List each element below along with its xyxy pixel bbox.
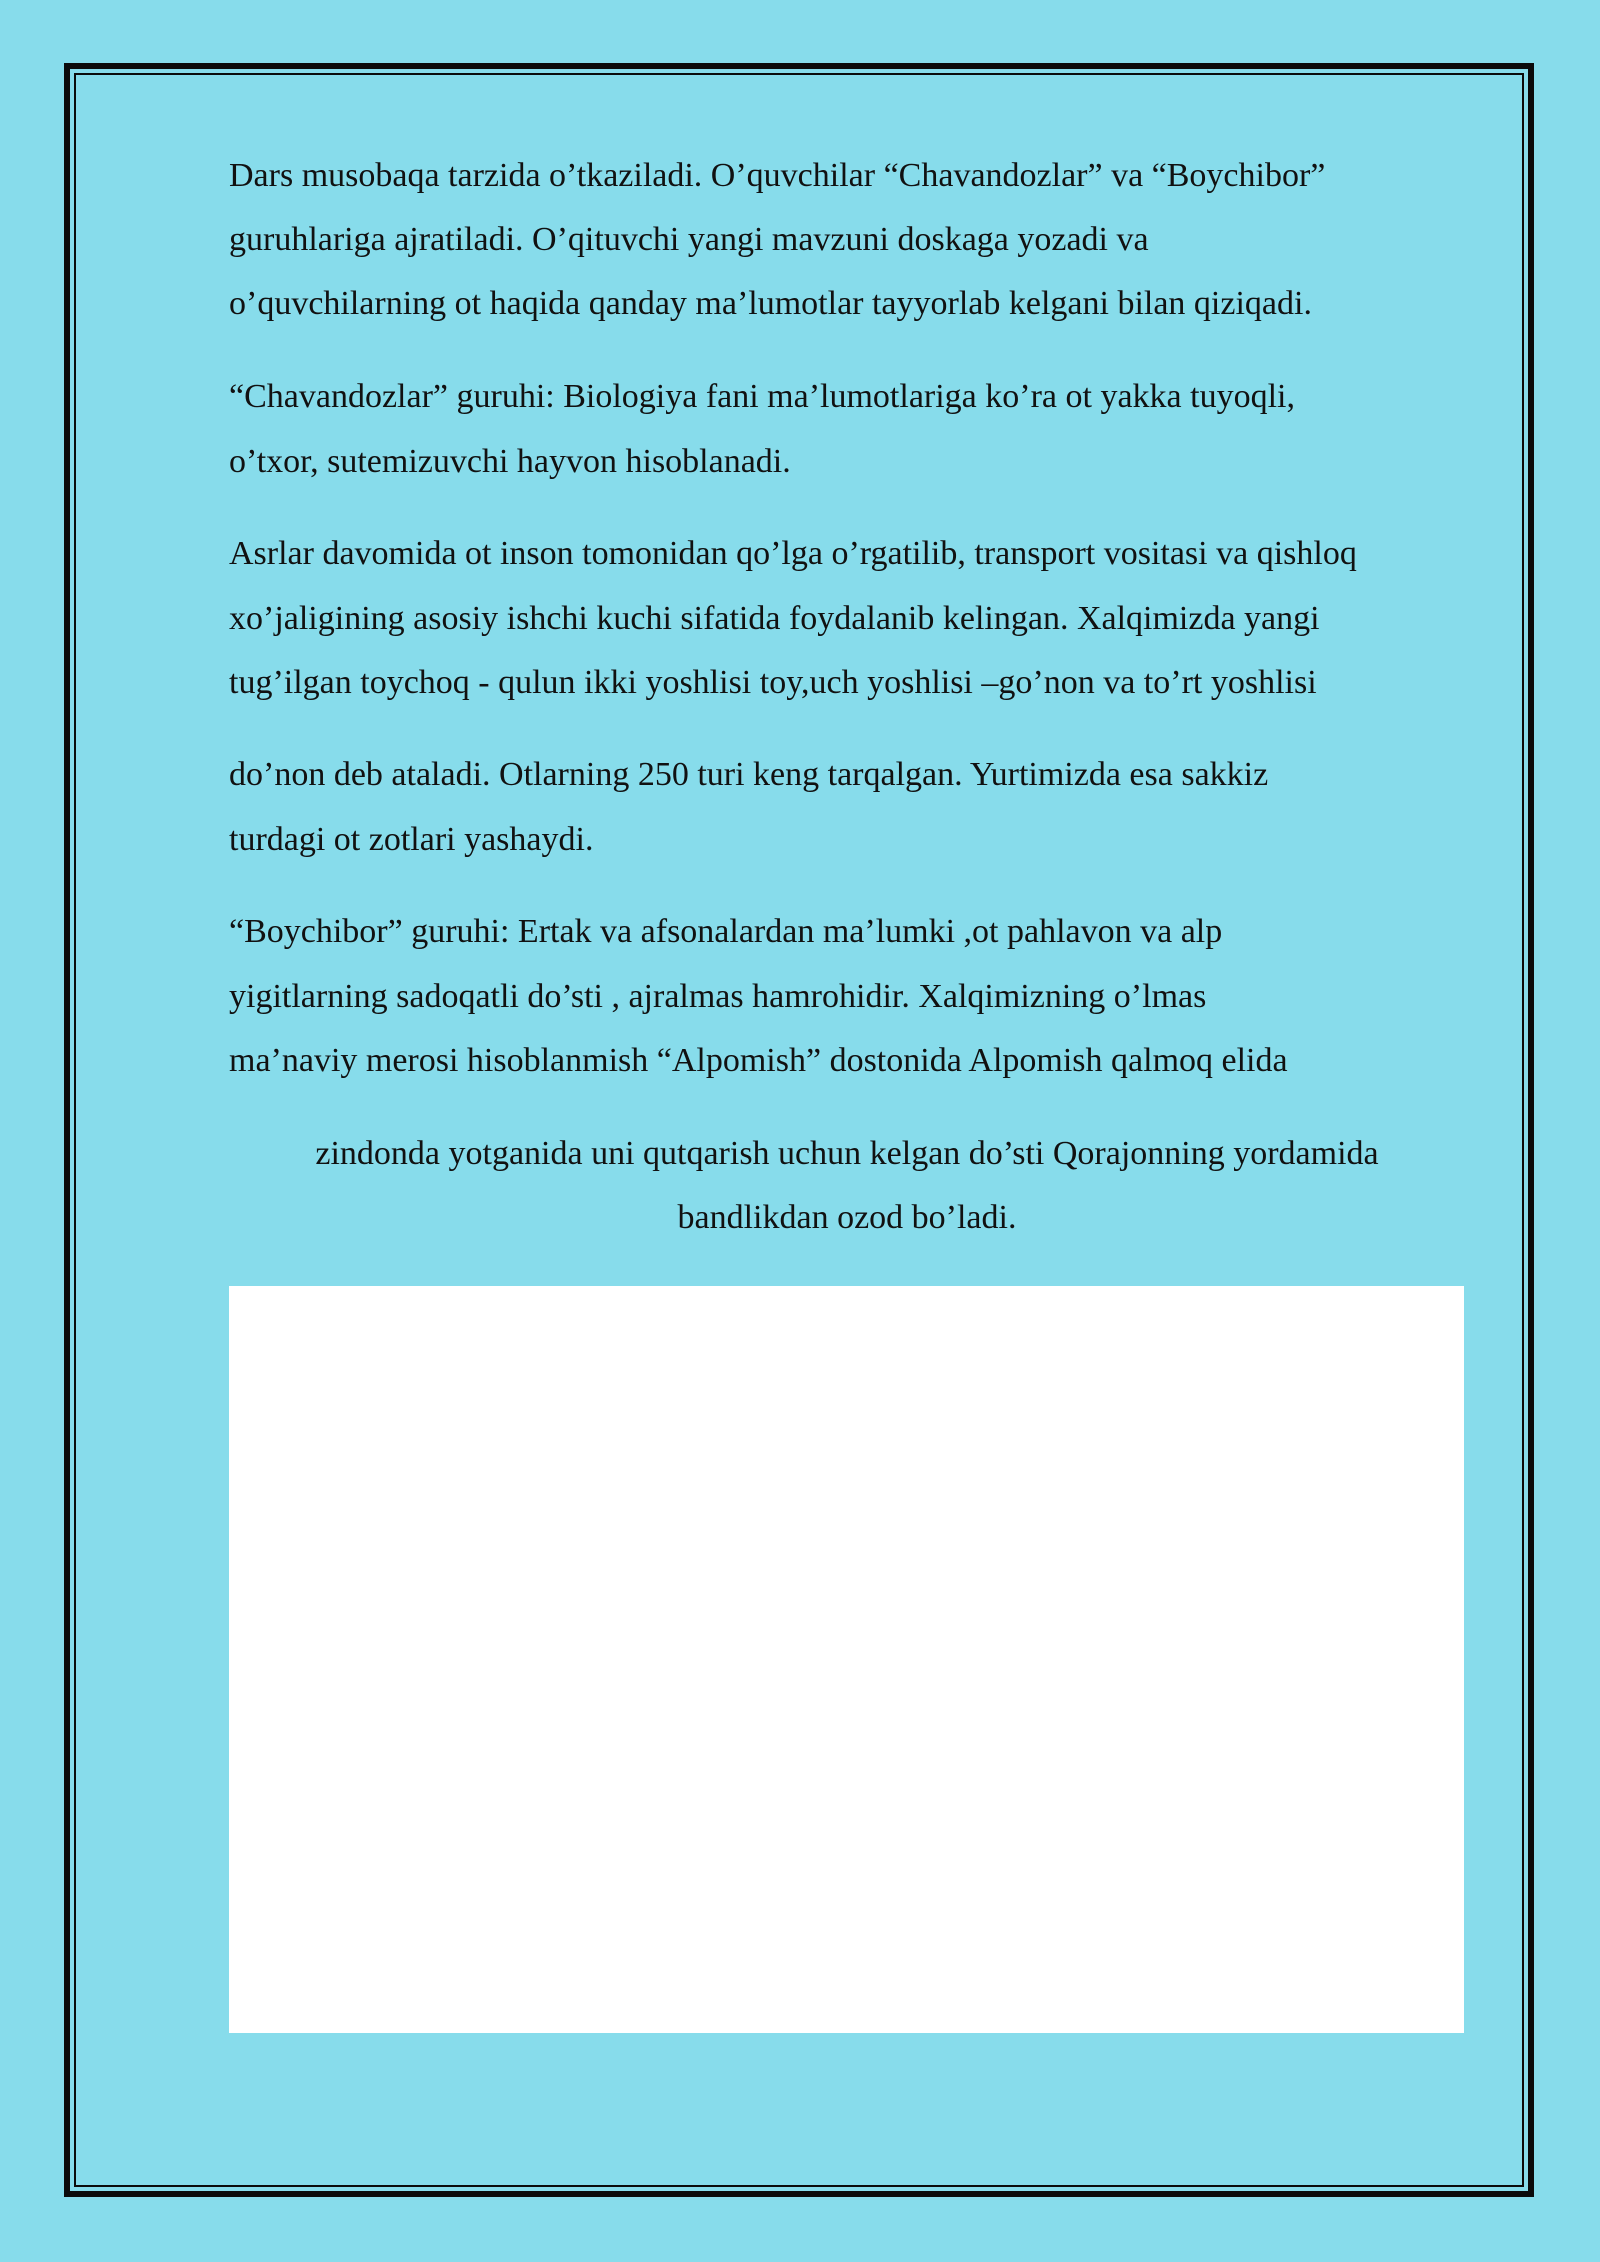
paragraph-5-line-1: “Boychibor” guruhi: Ertak va afsonalardan ma’lumki ,ot pahlavon va alp [229,913,1223,950]
paragraph-1-line-1: Dars musobaqa tarzida o’tkaziladi. O’quvchilar “Chavandozlar” va “Boychibor” [229,157,1326,194]
paragraph-1-line-3: o’quvchilarning ot haqida qanday ma’lumotlar tayyorlab kelgani bilan qiziqadi. [229,285,1312,322]
paragraph-5-line-3: ma’naviy merosi hisoblanmish “Alpomish” dostonida Alpomish qalmoq elida [229,1042,1288,1079]
paragraph-6-line-1: zindonda yotganida uni qutqarish uchun kelgan do’sti Qorajonning yordamida [315,1135,1379,1172]
paragraph-3-line-3: tug’ilgan toychoq - qulun ikki yoshlisi toy,uch yoshlisi –go’non va to’rt yoshlisi [229,664,1317,701]
paragraph-1-line-2: guruhlariga ajratiladi. O’qituvchi yangi mavzuni doskaga yozadi va [229,221,1149,258]
paragraph-3-line-2: xo’jaligining asosiy ishchi kuchi sifatida foydalanib kelingan. Xalqimizda yangi [229,600,1320,637]
paragraph-4-line-2: turdagi ot zotlari yashaydi. [229,821,594,858]
paragraph-2-line-1: “Chavandozlar” guruhi: Biologiya fani ma’lumotlariga ko’ra ot yakka tuyoqli, [229,378,1295,415]
paragraph-5-line-2: yigitlarning sadoqatli do’sti , ajralmas hamrohidir. Xalqimizning o’lmas [229,978,1207,1015]
image-placeholder [229,1286,1464,2033]
paragraph-4-line-1: do’non deb ataladi. Otlarning 250 turi keng tarqalgan. Yurtimizda esa sakkiz [229,756,1269,793]
paragraph-6-line-2: bandlikdan ozod bo’ladi. [677,1199,1017,1236]
paragraph-2-line-2: o’txor, sutemizuvchi hayvon hisoblanadi. [229,443,791,480]
paragraph-3-line-1: Asrlar davomida ot inson tomonidan qo’lga o’rgatilib, transport vositasi va qishloq [229,535,1357,572]
